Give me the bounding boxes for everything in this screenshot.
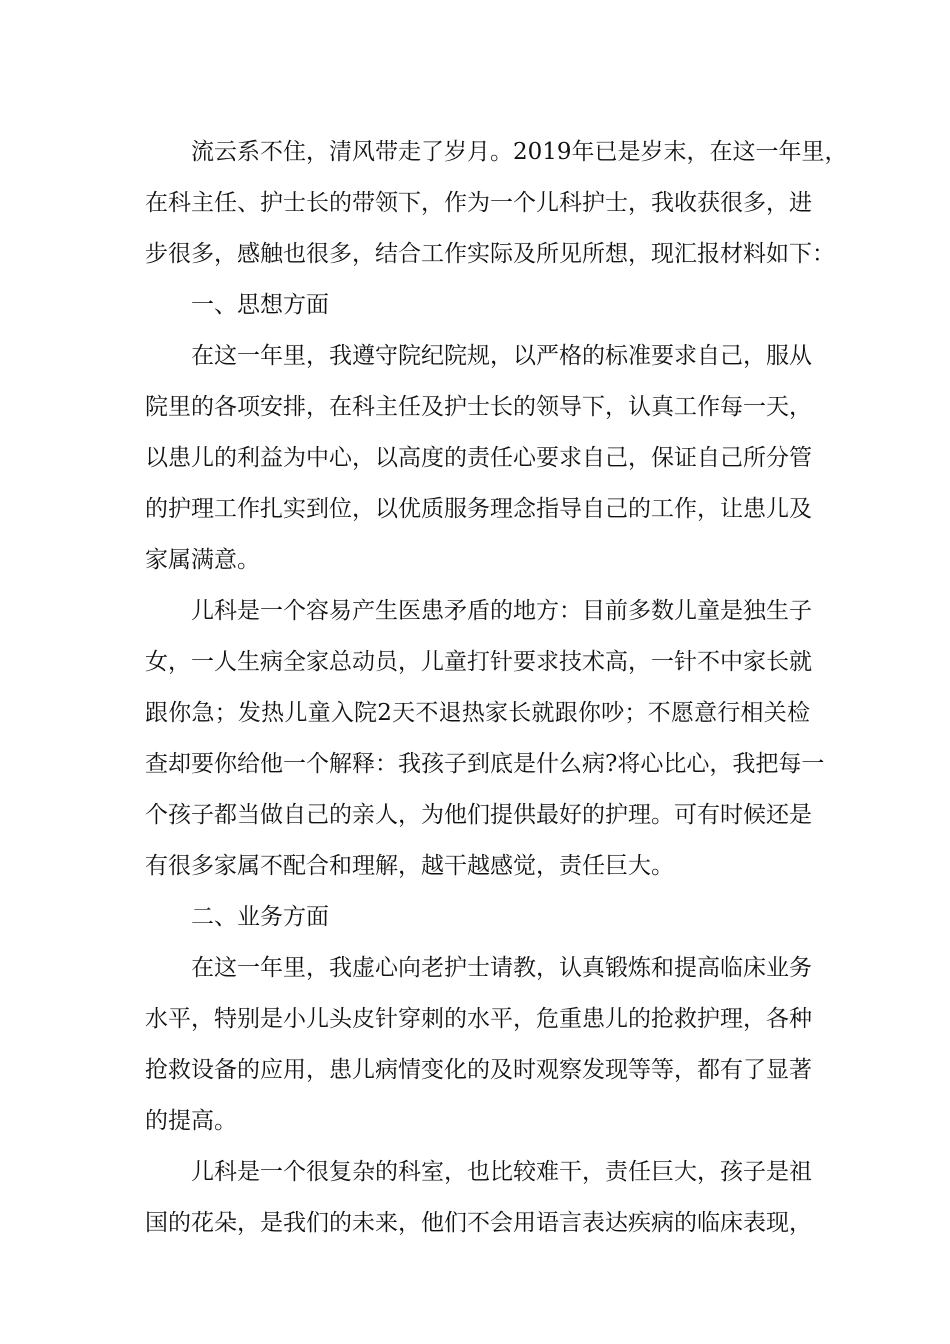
paragraph-line: 家属满意。 [145,547,260,573]
paragraph-line: 抢救设备的应用，患儿病情变化的及时观察发现等等，都有了显著 [145,1057,812,1083]
paragraph-line: 水平，特别是小儿头皮针穿刺的水平，危重患儿的抢救护理，各种 [145,1006,812,1032]
section-heading: 二、业务方面 [191,904,329,930]
paragraph-line: 在这一年里，我虚心向老护士请教，认真锻炼和提高临床业务 [191,955,812,981]
paragraph-line: 以患儿的利益为中心，以高度的责任心要求自己，保证自己所分管 [145,445,812,471]
paragraph-line: 有很多家属不配合和理解，越干越感觉，责任巨大。 [145,853,674,879]
document-body [145,127,848,1249]
paragraph-line: 跟你急；发热儿童入院2天不退热家长就跟你吵；不愿意行相关检 [145,700,810,726]
section-heading: 一、思想方面 [191,292,329,318]
paragraph-line: 在这一年里，我遵守院纪院规，以严格的标准要求自己，服从 [191,343,812,369]
paragraph-line: 的护理工作扎实到位，以优质服务理念指导自己的工作，让患儿及 [145,496,812,522]
paragraph-line: 院里的各项安排，在科主任及护士长的领导下，认真工作每一天， [145,394,812,420]
paragraph-line: 步很多，感触也很多，结合工作实际及所见所想，现汇报材料如下： [145,241,835,267]
paragraph-line: 流云系不住，清风带走了岁月。2019年已是岁末，在这一年里， [191,139,848,165]
paragraph-line: 儿科是一个很复杂的科室，也比较难干，责任巨大，孩子是祖 [191,1159,812,1185]
paragraph-line: 查却要你给他一个解释：我孩子到底是什么病?将心比心，我把每一 [145,751,825,777]
paragraph-line: 的提高。 [145,1108,237,1134]
paragraph-line: 儿科是一个容易产生医患矛盾的地方：目前多数儿童是独生子 [191,598,812,624]
paragraph-line: 个孩子都当做自己的亲人，为他们提供最好的护理。可有时候还是 [145,802,812,828]
paragraph-line: 在科主任、护士长的带领下，作为一个儿科护士，我收获很多，进 [145,190,812,216]
paragraph-line: 国的花朵，是我们的未来，他们不会用语言表达疾病的临床表现， [145,1210,812,1236]
paragraph-line: 女，一人生病全家总动员，儿童打针要求技术高，一针不中家长就 [145,649,812,675]
